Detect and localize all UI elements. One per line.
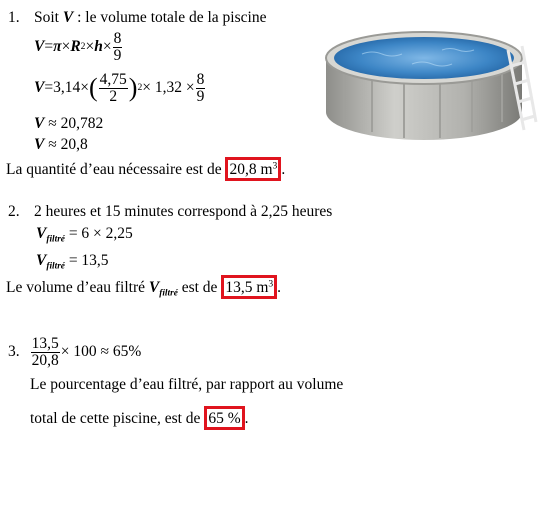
pool-illustration <box>322 20 542 142</box>
section-1-conclusion: La quantité d’eau nécessaire est de 20,8 $m^3$ . <box>6 162 285 178</box>
filtered-volume-eq-2: $V_{filtré} = 13,5$ <box>36 252 109 272</box>
section-2-text: 2 heures et 15 minutes correspond à 2,25 heures <box>34 203 333 220</box>
fraction-percentage: $\frac{13,5}{20,8}$ <box>31 334 59 369</box>
section-2-number: 2. <box>8 203 20 220</box>
fraction-radius: $\frac{4,75}{2}$ <box>99 70 127 105</box>
volume-variable: V <box>62 9 74 26</box>
section-2-conclusion: Le volume d’eau filtré $V_{filtré}$ est de 13,5 $m^3$ . <box>6 280 281 299</box>
fraction-8-9: $\frac{8}{9}$ <box>113 29 122 64</box>
section-3-expression: 3. $\frac{13,5}{20,8}$ × 100 ≈ 65% <box>8 334 142 369</box>
formula-volume: V = π × R 2 × h × $\frac{8}{9}$ <box>34 29 122 64</box>
section-3-line-1: Le pourcentage d’eau filtré, par rapport au volume <box>30 376 344 393</box>
answer-box-filtered: 13,5 $m^3$ <box>221 275 277 299</box>
volume-approx-2: V ≈ 20,8 <box>34 136 88 153</box>
section-3-line-2: total de cette piscine, est de 65 % . <box>30 411 248 427</box>
fraction-8-9: $\frac{8}{9}$ <box>196 70 205 105</box>
answer-box-percentage: 65 % <box>204 406 244 430</box>
section-1-intro: Soit V : le volume totale de la piscine <box>34 9 267 26</box>
pool-water <box>334 37 514 79</box>
formula-volume-numeric: V = 3,14 × ( $\frac{4,75}{2}$ ) 2 × 1,32 × $\frac{8}{9}$ <box>34 70 205 105</box>
section-1-number: 1. <box>8 9 20 26</box>
filtered-volume-eq-1: $V_{filtré} = 6 \times 2,25$ <box>36 225 133 245</box>
answer-box-volume: 20,8 $m^3$ <box>225 157 281 181</box>
volume-approx-1: V ≈ 20,782 <box>34 115 104 132</box>
section-3-number: 3. <box>8 343 20 361</box>
